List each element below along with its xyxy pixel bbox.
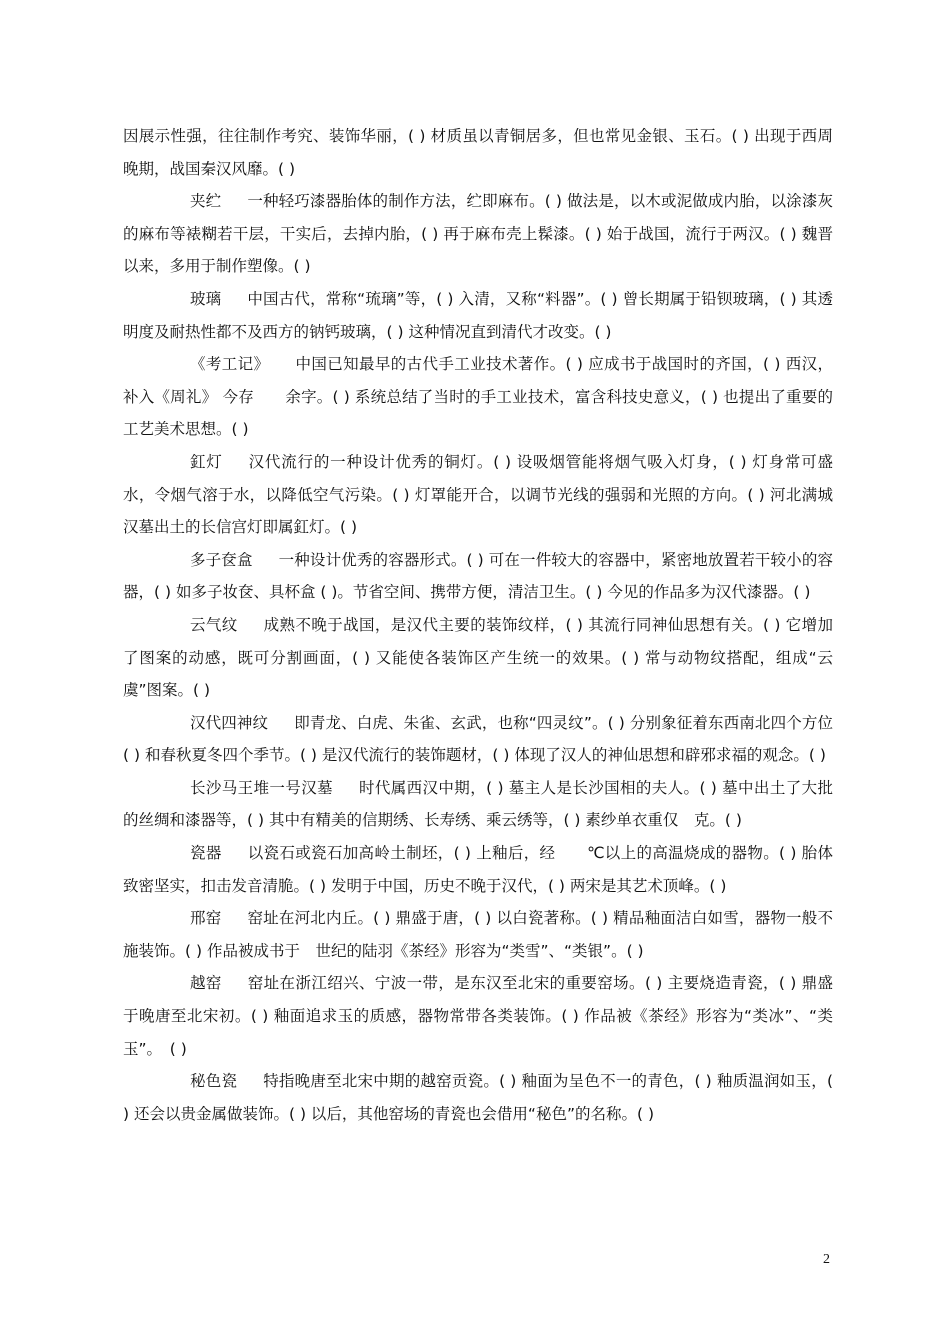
entry-term: 《考工记》 — [190, 355, 270, 374]
entry-body: 时代属西汉中期，( ) 墓主人是长沙国相的夫人。( ) 墓中出土了大批的丝绸和漆器等，( ) 其中有精美的信期绣、长寿绣、乘云绣等，( ) 素纱单衣重仅 克。( ) — [123, 778, 833, 830]
entry-body: 汉代流行的一种设计优秀的铜灯。( ) 设吸烟管能将烟气吸入灯身，( ) 灯身常可盛水，令烟气溶于水，以降低空气污染。( ) 灯罩能开合，以调节光线的强弱和光照的方向。( ) 河北满城汉墓出土的长信宫灯即属釭灯。( ) — [123, 452, 833, 537]
entry-body: 窑址在河北内丘。( ) 鼎盛于唐，( ) 以白瓷著称。( ) 精品釉面洁白如雪，器物一般不施装饰。( ) 作品被成书于 世纪的陆羽《茶经》形容为“类雪”、“类银”。( ) — [123, 909, 833, 960]
entry-body: 中国古代，常称“琉璃”等，( ) 入清，又称“料器”。( ) 曾长期属于铅钡玻璃，( ) 其透明度及耐热性都不及西方的钠钙玻璃，( ) 这种情况直到清代才改变。( ) — [123, 289, 833, 341]
entry-continued — [123, 120, 833, 185]
entry-term: 长沙马王堆一号汉墓 — [190, 778, 333, 797]
entry-body: 以瓷石或瓷石加高岭土制坯，( ) 上釉后，经 ℃以上的高温烧成的器物。( ) 胎体致密坚实，扣击发音清脆。( ) 发明于中国，历史不晚于汉代，( ) 两宋是其艺术顶峰。( ) — [123, 844, 833, 895]
entry-yunqiwen — [123, 609, 833, 707]
entry-body: 一种设计优秀的容器形式。( ) 可在一件较大的容器中，紧密地放置若干较小的容器，( ) 如多子妆奁、具杯盒 ( )。节省空间、携带方便，清洁卫生。( ) 今见的作品多为汉代漆器。( ) — [123, 550, 833, 602]
glossary-entries — [123, 120, 833, 1130]
entry-term: 汉代四神纹 — [190, 713, 269, 732]
entry-yueyao — [123, 967, 833, 1065]
entry-kaogongji — [123, 348, 833, 446]
entry-sishenwen — [123, 707, 833, 772]
page-number: 2 — [823, 1252, 830, 1267]
entry-term: 越窑 — [190, 974, 222, 993]
entry-misecii — [123, 1065, 833, 1130]
entry-gangdeng — [123, 446, 833, 544]
entry-body: 窑址在浙江绍兴、宁波一带，是东汉至北宋的重要窑场。( ) 主要烧造青瓷，( ) 鼎盛于晚唐至北宋初。( ) 釉面追求玉的质感，器物常带各类装饰。( ) 作品被《茶经》形容为“类冰”、“类玉”。 ( ) — [123, 974, 833, 1058]
entry-term: 多子奁盒 — [190, 550, 253, 569]
entry-xingyao — [123, 902, 833, 967]
entry-term: 玻璃 — [190, 289, 222, 308]
entry-term: 瓷器 — [190, 844, 222, 863]
entry-boli — [123, 283, 833, 348]
entry-duozilianhe — [123, 544, 833, 609]
entry-term: 釭灯 — [190, 452, 223, 471]
entry-body: 中国已知最早的古代手工业技术著作。( ) 应成书于战国时的齐国，( ) 西汉，补入《周礼》 今存 余字。( ) 系统总结了当时的手工业技术，富含科技史意义，( ) 也提出了重要的工艺美术思想。( ) — [123, 355, 833, 439]
entry-body: 即青龙、白虎、朱雀、玄武，也称“四灵纹”。( ) 分别象征着东西南北四个方位 ( ) 和春秋夏冬四个季节。( ) 是汉代流行的装饰题材，( ) 体现了汉人的神仙思想和辟邪求福的观念。( ) — [123, 713, 833, 765]
entry-term: 邢窑 — [190, 909, 222, 928]
entry-term: 云气纹 — [190, 615, 238, 634]
entry-mawangdui — [123, 772, 833, 837]
entry-term: 秘色瓷 — [190, 1072, 238, 1091]
entry-ciqi — [123, 837, 833, 902]
entry-jiazhu — [123, 185, 833, 283]
entry-body: 因展示性强，往往制作考究、装饰华丽，( ) 材质虽以青铜居多，但也常见金银、玉石。( ) 出现于西周晚期，战国秦汉风靡。( ) — [123, 127, 833, 178]
entry-term: 夹纻 — [190, 192, 222, 211]
entry-body: 一种轻巧漆器胎体的制作方法，纻即麻布。( ) 做法是，以木或泥做成内胎，以涂漆灰的麻布等裱糊若干层，干实后，去掉内胎，( ) 再于麻布壳上髹漆。( ) 始于战国，流行于两汉。( ) 魏晋以来，多用于制作塑像。( ) — [123, 192, 833, 276]
entry-body: 特指晚唐至北宋中期的越窑贡瓷。( ) 釉面为呈色不一的青色，( ) 釉质温润如玉，( ) 还会以贵金属做装饰。( ) 以后，其他窑场的青瓷也会借用“秘色”的名称。( ) — [123, 1072, 833, 1123]
entry-body: 成熟不晚于战国，是汉代主要的装饰纹样，( ) 其流行同神仙思想有关。( ) 它增加了图案的动感，既可分割画面，( ) 又能使各装饰区产生统一的效果。( ) 常与动物纹搭配，组成“云虞”图案。( ) — [123, 615, 833, 700]
